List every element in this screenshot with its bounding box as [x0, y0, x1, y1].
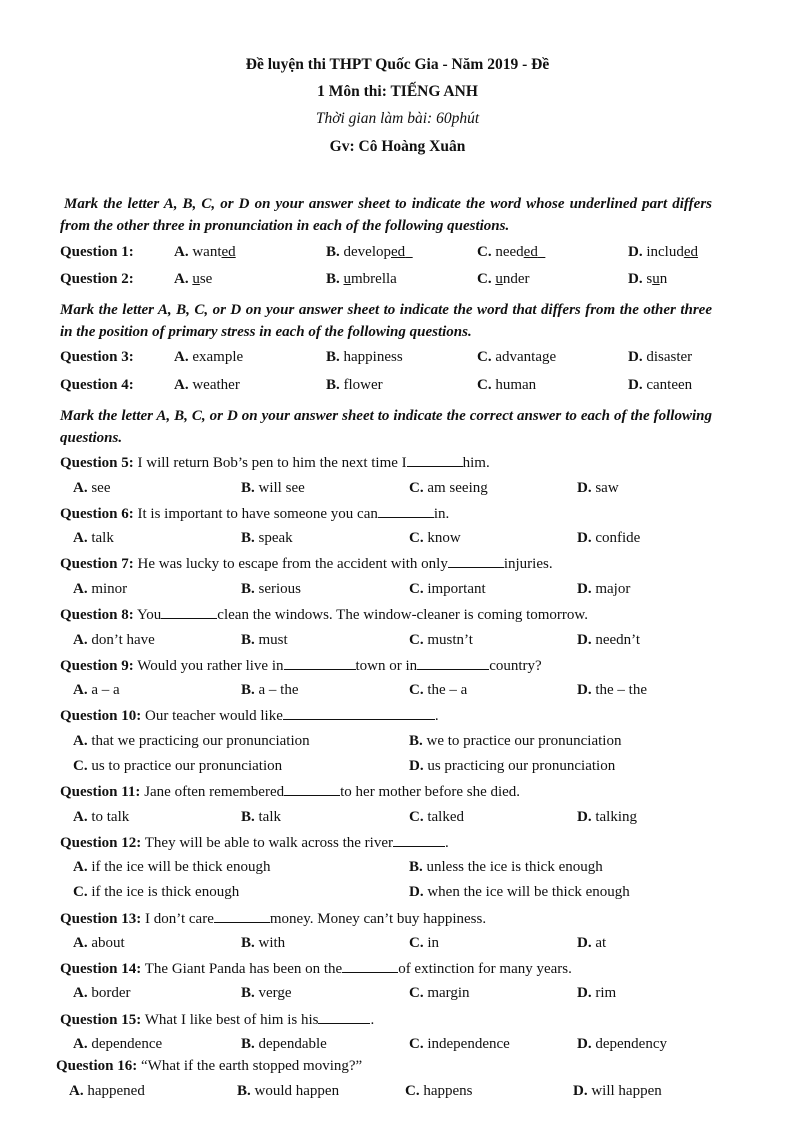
question-label: Question 15:	[60, 1012, 142, 1028]
option-c[interactable]: C. know	[409, 530, 461, 546]
option-d[interactable]: D. us practicing our pronunciation	[409, 758, 616, 774]
question-stem-mid: town or in	[355, 658, 418, 674]
option-b[interactable]: B. umbrella	[326, 271, 397, 287]
question-label: Question 5:	[60, 455, 134, 471]
option-b[interactable]: B. unless the ice is thick enough	[409, 859, 603, 875]
question-stem: “What if the earth stopped moving?”	[137, 1058, 363, 1074]
question-3	[60, 347, 134, 367]
option-c[interactable]: C. am seeing	[409, 480, 488, 496]
question-1	[60, 242, 134, 262]
question-13	[60, 908, 486, 928]
answer-blank	[448, 553, 504, 568]
underlined-part: u	[495, 271, 503, 287]
question-stem: What I like best of him is his	[141, 1012, 319, 1028]
underlined-part: u	[343, 271, 352, 287]
answer-blank	[284, 781, 340, 796]
question-9	[60, 655, 542, 675]
question-stem: He was lucky to escape from the accident with only	[133, 556, 448, 572]
option-d[interactable]: D. included	[628, 244, 699, 260]
question-stem: You	[133, 607, 162, 623]
question-label: Question 4:	[60, 377, 134, 393]
answer-blank	[161, 604, 217, 619]
question-stem: They will be able to walk across the river	[141, 835, 393, 851]
question-stem-end: money. Money can’t buy happiness.	[269, 911, 487, 927]
underlined-part: ed	[391, 244, 406, 260]
option-c[interactable]: C. independence	[409, 1036, 510, 1052]
question-stem-end: to her mother before she died.	[340, 784, 521, 800]
option-c[interactable]: C. us to practice our pronunciation	[73, 758, 283, 774]
option-a[interactable]: A. minor	[73, 581, 128, 597]
option-c[interactable]: C. happens	[405, 1083, 473, 1099]
question-stem: Jane often remembered	[140, 784, 285, 800]
question-stem-end: injuries.	[503, 556, 553, 572]
question-stem-end: him.	[462, 455, 490, 471]
question-stem: Would you rather live in	[133, 658, 284, 674]
underlined-part: ed	[523, 244, 538, 260]
option-b[interactable]: B. a – the	[241, 682, 299, 698]
exam-duration: Thời gian làm bài: 60phút	[315, 110, 480, 127]
question-stem: I will return Bob’s pen to him the next time I	[133, 455, 407, 471]
option-d[interactable]: D. saw	[577, 480, 619, 496]
question-stem-end: .	[445, 835, 449, 851]
option-b[interactable]: B. speak	[241, 530, 293, 546]
option-a[interactable]: A. happened	[69, 1083, 145, 1099]
question-label: Question 16:	[56, 1058, 138, 1074]
option-c[interactable]: C. mustn’t	[409, 632, 473, 648]
answer-blank	[214, 908, 270, 923]
answer-blank	[284, 655, 356, 670]
option-c[interactable]: C. in	[409, 935, 440, 951]
option-c[interactable]: C. advantage	[477, 349, 557, 365]
option-d[interactable]: D. sun	[628, 271, 668, 287]
question-16	[56, 1056, 362, 1076]
option-a[interactable]: A. dependence	[73, 1036, 163, 1052]
option-a[interactable]: A. border	[73, 985, 131, 1001]
option-b[interactable]: B. will see	[241, 480, 305, 496]
option-a[interactable]: A. that we practicing our pronunciation	[73, 733, 310, 749]
question-label: Question 13:	[60, 911, 142, 927]
question-stem: I don’t care	[141, 911, 214, 927]
option-b[interactable]: B. verge	[241, 985, 292, 1001]
question-11	[60, 781, 520, 801]
option-a[interactable]: A. example	[174, 349, 244, 365]
answer-blank	[318, 1009, 370, 1024]
option-d[interactable]: D. canteen	[628, 377, 693, 393]
question-stem: Our teacher would like	[141, 708, 283, 724]
question-12	[60, 832, 449, 852]
question-stem-end: country?	[489, 658, 542, 674]
answer-blank	[283, 705, 435, 720]
question-label: Question 14:	[60, 961, 142, 977]
question-7	[60, 553, 553, 573]
option-a[interactable]: A. a – a	[73, 682, 120, 698]
question-stem: The Giant Panda has been on the	[141, 961, 343, 977]
question-label: Question 10:	[60, 708, 142, 724]
option-d[interactable]: D. rim	[577, 985, 617, 1001]
answer-blank	[393, 832, 445, 847]
underlined-part: u	[192, 271, 200, 287]
instruction-correct-answer: Mark the letter A, B, C, or D on your answer sheet to indicate the correct answer to each of the following questions.	[60, 408, 712, 446]
instruction-stress: Mark the letter A, B, C, or D on your answer sheet to indicate the word that differs from the other three in the position of primary stress in each of the following questions.	[60, 302, 712, 340]
option-c[interactable]: C. needed	[477, 242, 545, 262]
answer-blank	[417, 655, 489, 670]
question-label: Question 7:	[60, 556, 134, 572]
question-stem-end: in.	[433, 506, 450, 522]
option-d[interactable]: D. dependency	[577, 1036, 667, 1052]
option-a[interactable]: A. weather	[174, 377, 240, 393]
question-stem-end: .	[434, 708, 439, 724]
underlined-part: ed	[683, 244, 699, 260]
option-a[interactable]: A. about	[73, 935, 125, 951]
instruction-pronunciation: Mark the letter A, B, C, or D on your answer sheet to indicate the word whose underlined part differs from the other three in pronunciation in each of the following questions.	[60, 196, 712, 234]
option-c[interactable]: C. if the ice is thick enough	[73, 884, 240, 900]
option-b[interactable]: B. happiness	[326, 349, 403, 365]
question-label: Question 11:	[60, 784, 141, 800]
option-b[interactable]: B. dependable	[241, 1036, 327, 1052]
question-8	[60, 604, 588, 624]
question-label: Question 9:	[60, 658, 134, 674]
question-6	[60, 503, 449, 523]
question-label: Question 2:	[60, 271, 134, 287]
underlined-part: u	[652, 271, 660, 287]
option-a[interactable]: A. talk	[73, 530, 114, 546]
question-stem: It is important to have someone you can	[133, 506, 378, 522]
question-stem-end: of extinction for many years.	[398, 961, 572, 977]
option-c[interactable]: C. important	[409, 581, 486, 597]
underlined-part: ed	[221, 244, 236, 260]
question-label: Question 12:	[60, 835, 142, 851]
option-c[interactable]: C. margin	[409, 985, 470, 1001]
option-d[interactable]: D. will happen	[573, 1083, 662, 1099]
option-d[interactable]: D. at	[577, 935, 607, 951]
option-d[interactable]: D. the – the	[577, 682, 647, 698]
option-d[interactable]: D. talking	[577, 809, 638, 825]
question-stem-end: clean the windows. The window-cleaner is coming tomorrow.	[217, 607, 589, 623]
option-c[interactable]: C. talked	[409, 809, 464, 825]
question-label: Question 3:	[60, 349, 134, 365]
option-b[interactable]: B. flower	[326, 377, 383, 393]
option-a[interactable]: A. don’t have	[73, 632, 155, 648]
exam-teacher: Gv: Cô Hoàng Xuân	[329, 138, 466, 155]
option-c[interactable]: C. under	[477, 271, 530, 287]
option-b[interactable]: B. we to practice our pronunciation	[409, 733, 622, 749]
answer-blank	[407, 452, 463, 467]
answer-blank	[378, 503, 434, 518]
option-d[interactable]: D. when the ice will be thick enough	[409, 884, 630, 900]
question-14	[60, 958, 572, 978]
option-a[interactable]: A. if the ice will be thick enough	[73, 859, 271, 875]
option-d[interactable]: D. disaster	[628, 349, 693, 365]
question-label: Question 1:	[60, 244, 134, 260]
option-a[interactable]: A. to talk	[73, 809, 130, 825]
question-10	[60, 705, 439, 725]
option-b[interactable]: B. developed	[326, 242, 413, 262]
question-4	[60, 375, 134, 395]
answer-blank	[342, 958, 398, 973]
question-label: Question 8:	[60, 607, 134, 623]
question-stem-end: .	[370, 1012, 375, 1028]
question-15	[60, 1009, 374, 1029]
question-2	[60, 269, 134, 289]
option-d[interactable]: D. major	[577, 581, 631, 597]
option-b[interactable]: B. talk	[241, 809, 282, 825]
option-a[interactable]: A. see	[73, 480, 111, 496]
option-c[interactable]: C. the – a	[409, 682, 468, 698]
option-c[interactable]: C. human	[477, 377, 537, 393]
option-b[interactable]: B. would happen	[237, 1083, 340, 1099]
exam-title: Đề luyện thi THPT Quốc Gia - Năm 2019 - Đề	[245, 56, 550, 73]
option-a[interactable]: A. use	[174, 271, 213, 287]
option-b[interactable]: B. serious	[241, 581, 302, 597]
option-a[interactable]: A. wanted	[174, 244, 236, 260]
option-b[interactable]: B. with	[241, 935, 286, 951]
option-d[interactable]: D. needn’t	[577, 632, 641, 648]
option-d[interactable]: D. confide	[577, 530, 641, 546]
exam-subject: 1 Môn thi: TIẾNG ANH	[317, 83, 478, 100]
question-5	[60, 452, 490, 472]
question-label: Question 6:	[60, 506, 134, 522]
option-b[interactable]: B. must	[241, 632, 288, 648]
